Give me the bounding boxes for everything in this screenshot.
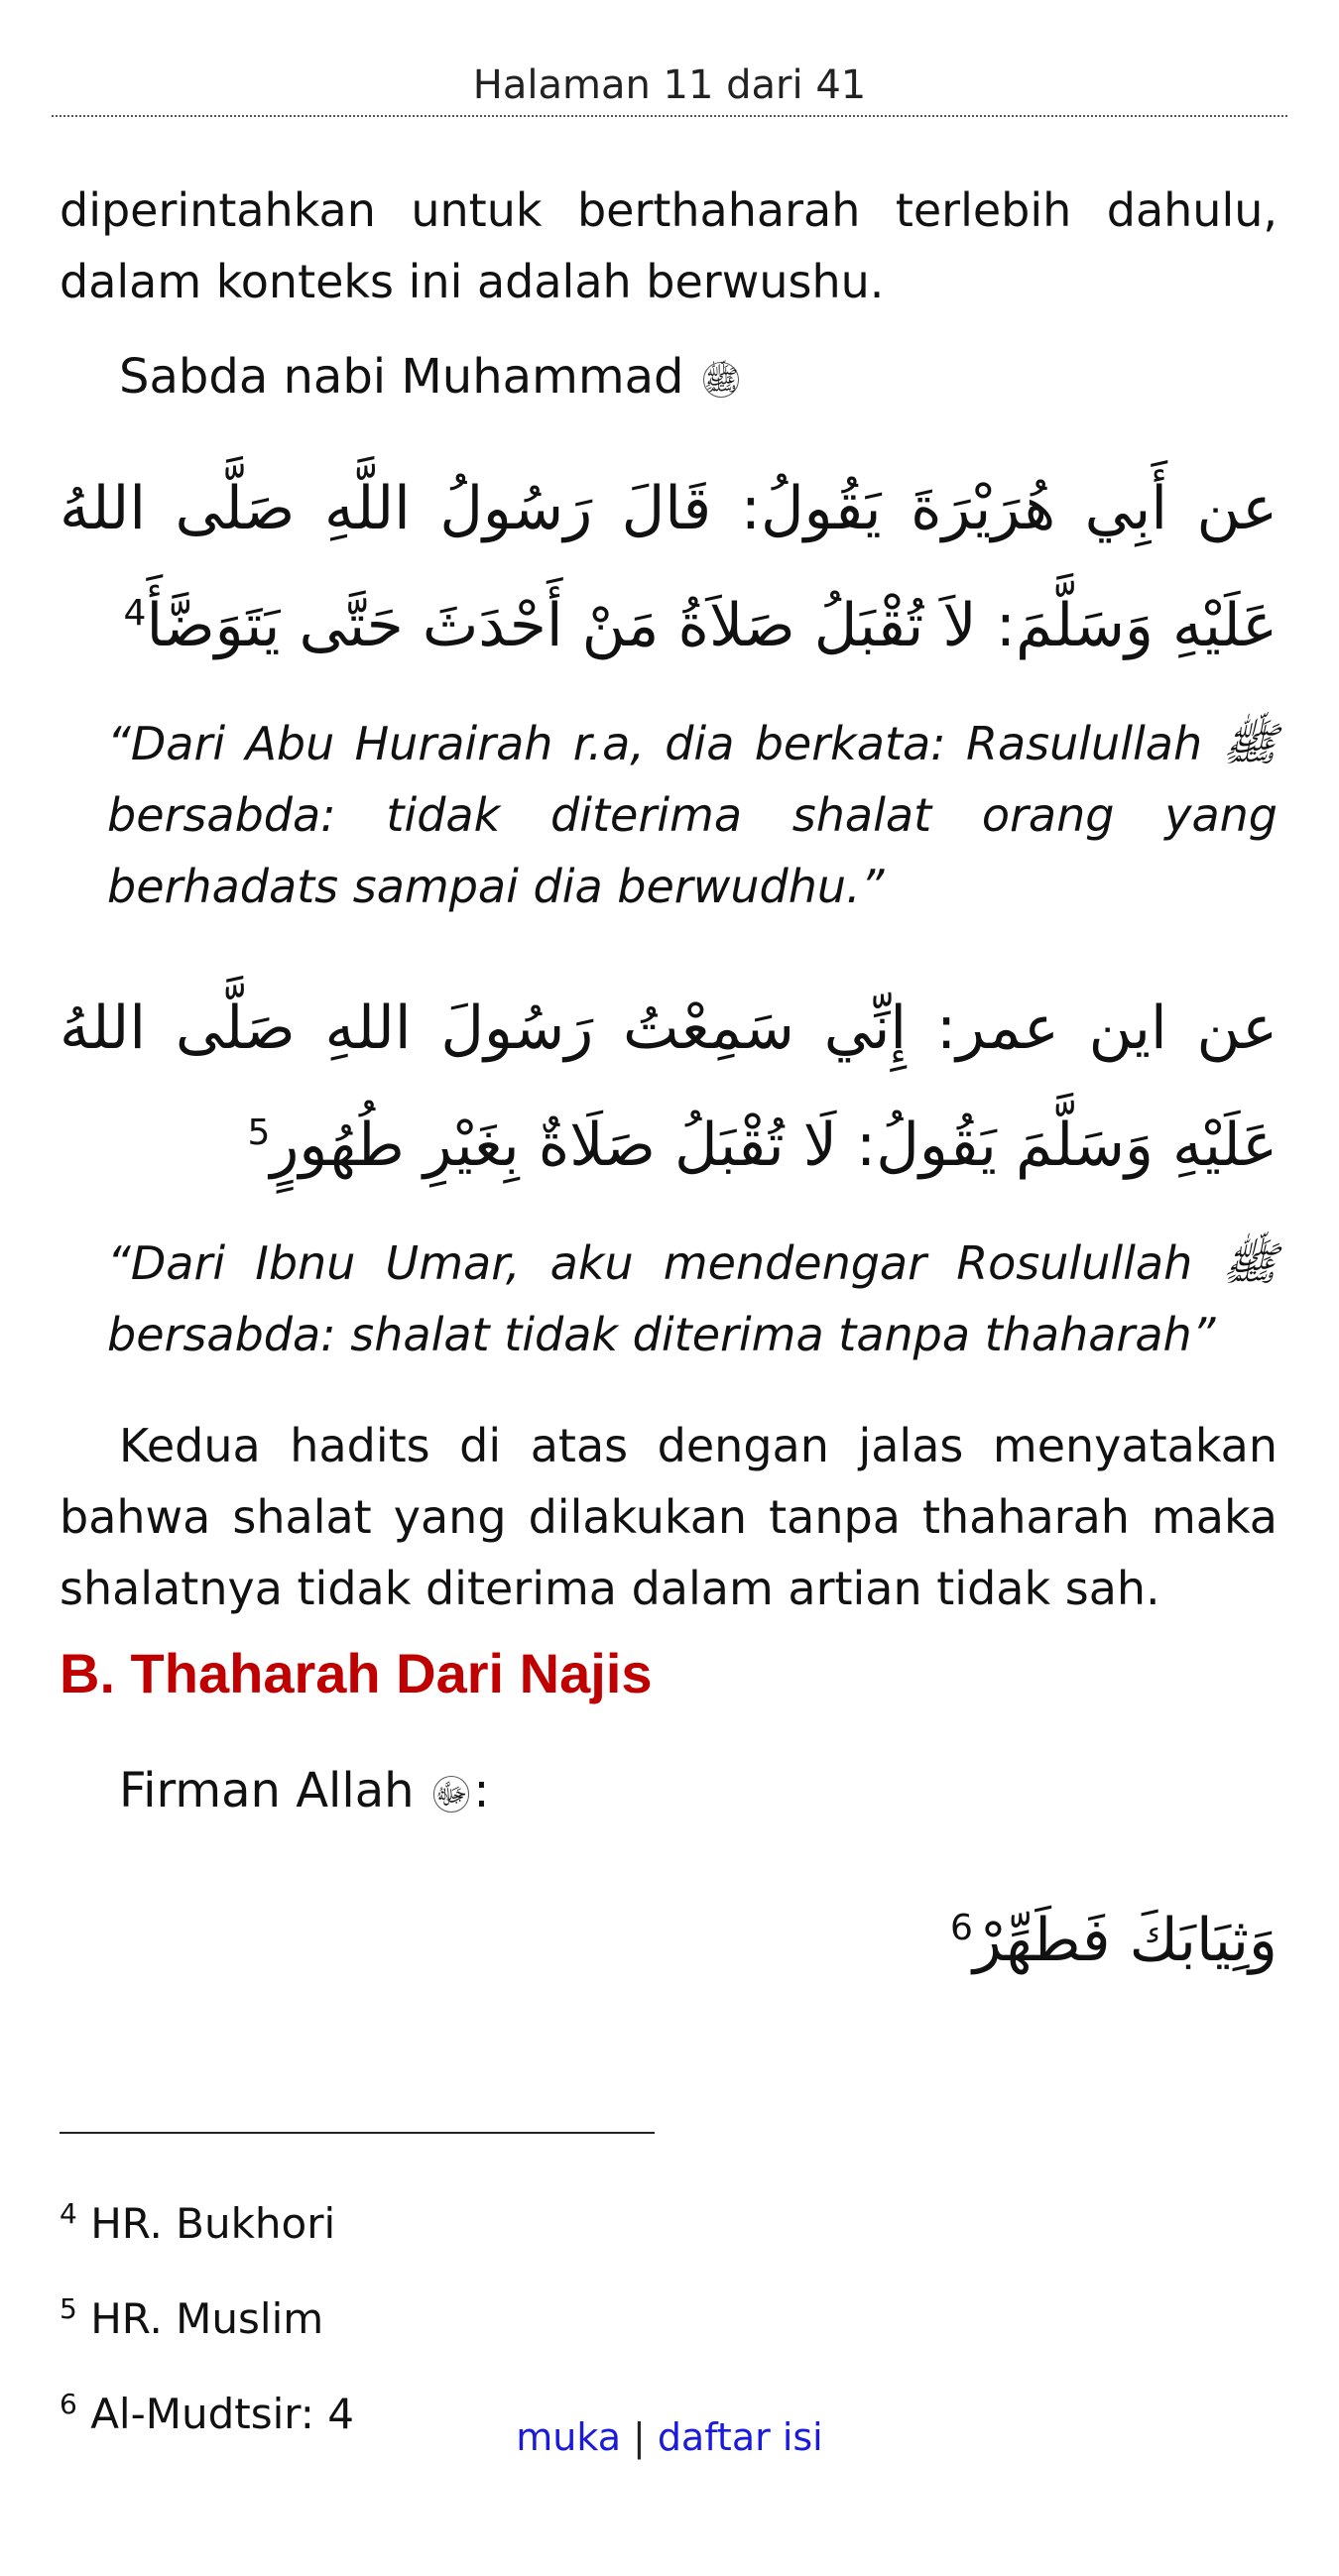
- footnote-divider: [60, 2132, 655, 2134]
- hadith-2-translation: “Dari Ibnu Umar, aku mendengar Rosulullah ﷺ bersabda: shalat tidak diterima tanpa thaharah”: [107, 1236, 1278, 1361]
- page-navigation: [0, 2409, 1339, 2465]
- home-link[interactable]: muka: [516, 2415, 621, 2459]
- firman-intro-line: [60, 1755, 1278, 1826]
- hadith-1-translation: “Dari Abu Hurairah r.a, dia berkata: Rasulullah ﷺ bersabda: tidak diterima shalat orang yang berhadats sampai dia berwudhu.”: [107, 717, 1278, 913]
- footnote-ref-5[interactable]: 5: [247, 1112, 271, 1153]
- footnote-5-text: HR. Muslim: [90, 2294, 324, 2343]
- section-heading: B. Thaharah Dari Najis: [60, 1642, 653, 1704]
- firman-intro-text: Firman Allah: [119, 1763, 415, 1819]
- swt-honorific-icon: ﷻ: [433, 1776, 470, 1813]
- hadith-1-arabic: [60, 450, 1278, 684]
- ayat-arabic-text: وَثِيَابَكَ فَطَهِّرْ: [972, 1906, 1278, 1976]
- footnote-ref-4[interactable]: 4: [123, 593, 147, 634]
- footnote-6-text: Al-Mudtsir: 4: [90, 2390, 355, 2438]
- saw-honorific-icon: ﷺ: [703, 362, 739, 397]
- footnote-6-number: 6: [60, 2388, 77, 2420]
- footnote-4: [60, 2171, 1051, 2267]
- paragraph-intro: diperintahkan untuk berthaharah terlebih dahulu, dalam konteks ini adalah berwushu.: [60, 183, 1278, 308]
- page-content: [60, 175, 1278, 1999]
- paragraph-conclusion: Kedua hadits di atas dengan jalas menyatakan bahwa shalat yang dilakukan tanpa thaharah maka shalatnya tidak diterima dalam artian tidak sah.: [60, 1419, 1278, 1615]
- firman-colon: :: [473, 1763, 490, 1819]
- footnote-4-text: HR. Bukhori: [90, 2199, 336, 2248]
- sabda-intro-text: Sabda nabi Muhammad: [119, 349, 684, 405]
- page-number-header: Halaman 11 dari 41: [472, 62, 867, 108]
- footnote-ref-6[interactable]: 6: [950, 1908, 973, 1949]
- hadith-2-arabic: [60, 970, 1278, 1204]
- footnote-5-number: 5: [60, 2292, 77, 2325]
- ayat-arabic: [60, 1882, 1278, 1999]
- table-of-contents-link[interactable]: daftar isi: [657, 2415, 823, 2459]
- nav-separator: |: [633, 2415, 646, 2459]
- hadith-2-arabic-text: عن اين عمر: إِنِّي سَمِعْتُ رَسُولَ اللهِ صَلَّى اللهُ عَلَيْهِ وَسَلَّمَ يَقُولُ: لَا تُقْبَلُ صَلَاةٌ بِغَيْرِ طُهُورٍ: [60, 994, 1278, 1180]
- footnote-4-number: 4: [60, 2197, 77, 2230]
- footnote-5: [60, 2267, 1051, 2362]
- sabda-intro-line: [60, 341, 1278, 412]
- hadith-1-arabic-text: عن أَبِي هُرَيْرَةَ يَقُولُ: قَالَ رَسُولُ اللَّهِ صَلَّى اللهُ عَلَيْهِ وَسَلَّمَ: لاَ تُقْبَلُ صَلاَةُ مَنْ أَحْدَثَ حَتَّى يَتَوَضَّأَ: [60, 474, 1278, 660]
- header-divider: [52, 115, 1287, 117]
